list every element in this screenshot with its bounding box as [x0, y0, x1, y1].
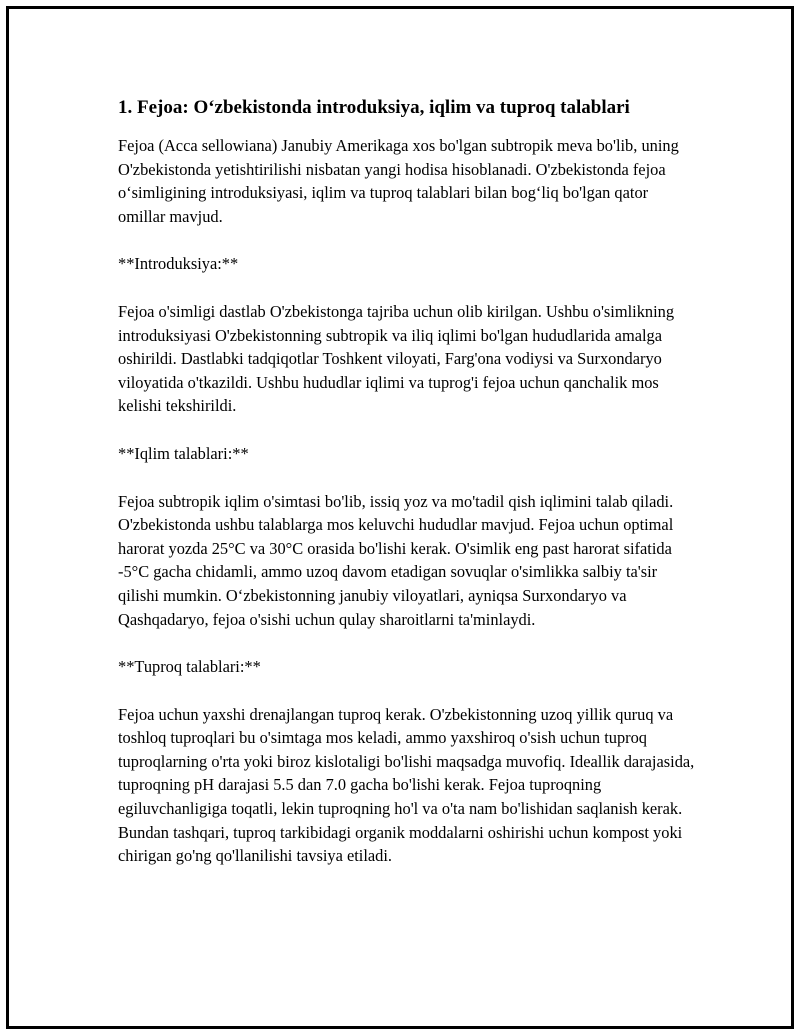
document-body: [118, 96, 698, 892]
introduction-subheading: **Introduksiya:**: [118, 254, 239, 274]
section-heading: 1. Fejoa: O‘zbekistonda introduksiya, iqlim va tuproq talablari: [118, 97, 630, 118]
soil-subheading: **Tuproq talablari:**: [118, 657, 261, 677]
soil-paragraph: Fejoa uchun yaxshi drenajlangan tuproq kerak. O'zbekistonning uzoq yillik quruq va toshloq tuproqlari bu o'simtaga mos keladi, ammo yaxshiroq o'sish uchun tuproq tuproqlarning o'rta yoki biroz kislotaligi bo'lishi maqsadga muvofiq. Ideallik darajasida, tuproqning pH darajasi 5.5 dan 7.0 gacha bo'lishi kerak. Fejoa tuproqning egiluvchanligiga toqatli, lekin tuproqning ho'l va o'ta nam bo'lishidan saqlanish kerak. Bundan tashqari, tuproq tarkibidagi organik moddalarni oshirishi uchun kompost yoki chirigan go'ng qo'llanilishi tavsiya etiladi.: [118, 704, 695, 866]
introduction-paragraph: Fejoa o'simligi dastlab O'zbekistonga tajriba uchun olib kirilgan. Ushbu o'simlikning introduksiyasi O'zbekistonning subtropik va iliq iqlimi bo'lgan hududlarida amalga oshirildi. Dastlabki tadqiqotlar Toshkent viloyati, Farg'ona vodiysi va Surxondaryo viloyatida o'tkazildi. Ushbu hududlar iqlimi va tuprog'i fejoa uchun qanchalik mos kelishi tekshirildi.: [118, 301, 675, 416]
intro-paragraph: Fejoa (Acca sellowiana) Janubiy Amerikaga xos bo'lgan subtropik meva bo'lib, uning O'zbekistonda yetishtirilishi nisbatan yangi hodisa hisoblanadi. O'zbekistonda fejoa o‘simligining introduksiyasi, iqlim va tuproq talablari bilan bog‘liq bo'lgan qator omillar mavjud.: [118, 136, 679, 226]
climate-subheading: **Iqlim talablari:**: [118, 443, 249, 463]
climate-paragraph: Fejoa subtropik iqlim o'simtasi bo'lib, issiq yoz va mo'tadil qish iqlimini talab qiladi. O'zbekistonda ushbu talablarga mos keluvchi hududlar mavjud. Fejoa uchun optimal harorat yozda 25°C va 30°C orasida bo'lishi kerak. O'simlik eng past harorat sifatida -5°C gacha chidamli, ammo uzoq davom etadigan sovuqlar o'simlikka salbiy ta'sir qilishi mumkin. O‘zbekistonning janubiy viloyatlari, ayniqsa Surxondaryo va Qashqadaryo, fejoa o'sishi uchun qulay sharoitlarni ta'minlaydi.: [118, 491, 674, 629]
